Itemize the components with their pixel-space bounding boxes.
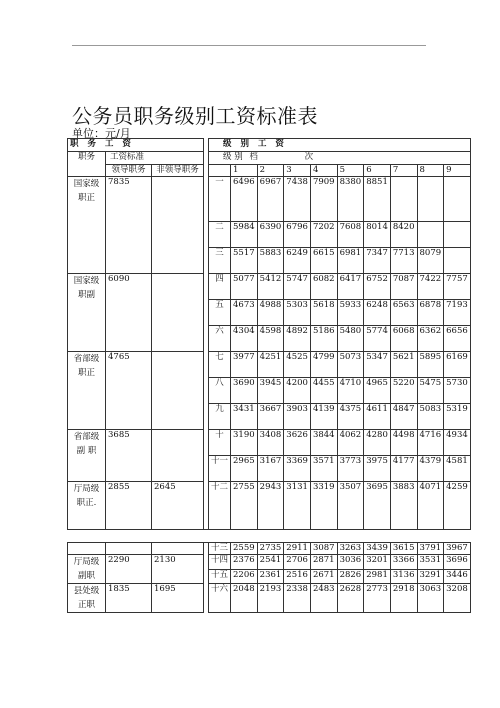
salary-value-cell: 3087 xyxy=(310,543,337,555)
salary-value-cell: 2193 xyxy=(257,584,284,613)
salary-value-cell: 5895 xyxy=(417,352,444,378)
salary-value-cell: 3844 xyxy=(310,430,337,456)
salary-value-cell: 3975 xyxy=(364,456,391,482)
salary-value-cell: 5883 xyxy=(257,248,284,274)
nonleader-salary-cell xyxy=(152,352,204,430)
header-step-4: 4 xyxy=(310,165,337,177)
salary-value-cell: 5319 xyxy=(444,404,471,430)
header-step: 档 xyxy=(249,152,258,162)
salary-value-cell: 4673 xyxy=(231,300,258,326)
salary-value-cell: 3167 xyxy=(257,456,284,482)
salary-value-cell: 7087 xyxy=(390,274,417,300)
salary-value-cell: 3690 xyxy=(231,378,258,404)
salary-value-cell: 4716 xyxy=(417,430,444,456)
grade-level-cell: 六 xyxy=(209,326,231,352)
salary-value-cell: 8380 xyxy=(337,177,364,222)
salary-value-cell: 3695 xyxy=(364,482,391,530)
leader-salary-cell: 4765 xyxy=(106,352,152,430)
salary-value-cell: 6981 xyxy=(337,248,364,274)
salary-value-cell: 7202 xyxy=(310,222,337,248)
nonleader-salary-cell xyxy=(152,543,204,555)
header-duty: 职务 xyxy=(68,152,106,177)
salary-value-cell: 4455 xyxy=(310,378,337,404)
grade-level-cell: 十五 xyxy=(209,569,231,584)
salary-value-cell: 3136 xyxy=(390,569,417,584)
salary-value-cell: 2206 xyxy=(231,569,258,584)
salary-value-cell: 6390 xyxy=(257,222,284,248)
salary-value-cell xyxy=(417,177,444,222)
salary-value-cell: 4259 xyxy=(444,482,471,530)
salary-value-cell: 4251 xyxy=(257,352,284,378)
salary-value-cell: 5730 xyxy=(444,378,471,404)
salary-value-cell: 3369 xyxy=(284,456,311,482)
header-step-2: 2 xyxy=(257,165,284,177)
salary-value-cell xyxy=(444,248,471,274)
salary-value-cell: 2483 xyxy=(310,584,337,613)
salary-value-cell: 3131 xyxy=(284,482,311,530)
nonleader-salary-cell: 2130 xyxy=(152,555,204,584)
grade-level-cell: 三 xyxy=(209,248,231,274)
salary-value-cell: 3791 xyxy=(417,543,444,555)
leader-salary-cell: 6090 xyxy=(106,274,152,352)
salary-value-cell: 7347 xyxy=(364,248,391,274)
grade-level-cell: 二 xyxy=(209,222,231,248)
leader-salary-cell: 2290 xyxy=(106,555,152,584)
salary-value-cell: 6752 xyxy=(364,274,391,300)
leader-salary-cell: 3685 xyxy=(106,430,152,482)
position-cell: 厅局级职正. xyxy=(68,482,106,530)
salary-value-cell: 4177 xyxy=(390,456,417,482)
leader-salary-cell: 1835 xyxy=(106,584,152,613)
salary-value-cell: 3208 xyxy=(444,584,471,613)
salary-value-cell: 4710 xyxy=(337,378,364,404)
salary-value-cell: 3036 xyxy=(337,555,364,570)
salary-value-cell: 7193 xyxy=(444,300,471,326)
salary-value-cell: 2773 xyxy=(364,584,391,613)
top-rule xyxy=(72,45,426,46)
salary-value-cell: 4280 xyxy=(364,430,391,456)
grade-level-cell: 十三 xyxy=(209,543,231,555)
header-duty-salary: 职 务 工 资 xyxy=(68,139,204,152)
salary-value-cell: 5621 xyxy=(390,352,417,378)
nonleader-salary-cell: 2645 xyxy=(152,482,204,530)
salary-value-cell: 2361 xyxy=(257,569,284,584)
salary-value-cell: 4892 xyxy=(284,326,311,352)
position-cell xyxy=(68,543,106,555)
salary-value-cell xyxy=(417,222,444,248)
salary-value-cell: 6878 xyxy=(417,300,444,326)
salary-value-cell: 7438 xyxy=(284,177,311,222)
salary-value-cell: 6082 xyxy=(310,274,337,300)
salary-value-cell: 4581 xyxy=(444,456,471,482)
salary-value-cell: 6169 xyxy=(444,352,471,378)
salary-value-cell: 3507 xyxy=(337,482,364,530)
salary-value-cell: 3291 xyxy=(417,569,444,584)
salary-value-cell: 5933 xyxy=(337,300,364,326)
grade-level-cell: 十 xyxy=(209,430,231,456)
salary-value-cell: 2671 xyxy=(310,569,337,584)
salary-value-cell: 3571 xyxy=(310,456,337,482)
table-row xyxy=(68,543,471,555)
position-cell: 国家级职副 xyxy=(68,274,106,352)
salary-value-cell: 2628 xyxy=(337,584,364,613)
salary-value-cell: 3615 xyxy=(390,543,417,555)
grade-level-cell: 五 xyxy=(209,300,231,326)
table-row xyxy=(68,274,471,300)
salary-value-cell: 5774 xyxy=(364,326,391,352)
salary-value-cell: 5412 xyxy=(257,274,284,300)
salary-value-cell: 4611 xyxy=(364,404,391,430)
position-cell: 省部级副 职 xyxy=(68,430,106,482)
salary-value-cell: 6417 xyxy=(337,274,364,300)
salary-value-cell: 2943 xyxy=(257,482,284,530)
position-cell: 县处级正职 xyxy=(68,584,106,613)
nonleader-salary-cell xyxy=(152,177,204,274)
salary-value-cell: 5077 xyxy=(231,274,258,300)
leader-salary-cell: 7835 xyxy=(106,177,152,274)
table-row xyxy=(68,352,471,378)
grade-level-cell: 十六 xyxy=(209,584,231,613)
header-grade: 级 别 xyxy=(223,152,243,162)
nonleader-salary-cell: 1695 xyxy=(152,584,204,613)
salary-value-cell: 6967 xyxy=(257,177,284,222)
salary-value-cell: 3431 xyxy=(231,404,258,430)
salary-value-cell: 3773 xyxy=(337,456,364,482)
salary-value-cell: 4847 xyxy=(390,404,417,430)
salary-value-cell: 6656 xyxy=(444,326,471,352)
salary-value-cell: 6796 xyxy=(284,222,311,248)
grade-level-cell: 十二 xyxy=(209,482,231,530)
grade-level-cell: 八 xyxy=(209,378,231,404)
grade-level-cell: 十四 xyxy=(209,555,231,570)
salary-value-cell: 3903 xyxy=(284,404,311,430)
salary-value-cell: 4139 xyxy=(310,404,337,430)
salary-value-cell: 2376 xyxy=(231,555,258,570)
salary-value-cell: 3201 xyxy=(364,555,391,570)
header-leader: 领导职务 xyxy=(106,165,152,177)
salary-value-cell: 8851 xyxy=(364,177,391,222)
salary-value-cell: 5984 xyxy=(231,222,258,248)
salary-value-cell: 5517 xyxy=(231,248,258,274)
salary-value-cell: 5083 xyxy=(417,404,444,430)
salary-value-cell: 7757 xyxy=(444,274,471,300)
salary-value-cell: 3319 xyxy=(310,482,337,530)
grade-level-cell: 十一 xyxy=(209,456,231,482)
salary-value-cell: 5186 xyxy=(310,326,337,352)
leader-salary-cell: 2855 xyxy=(106,482,152,530)
header-step-1: 1 xyxy=(231,165,258,177)
salary-value-cell: 4799 xyxy=(310,352,337,378)
salary-value-cell: 6068 xyxy=(390,326,417,352)
salary-value-cell: 2981 xyxy=(364,569,391,584)
salary-value-cell: 5618 xyxy=(310,300,337,326)
grade-level-cell: 四 xyxy=(209,274,231,300)
salary-value-cell: 3263 xyxy=(337,543,364,555)
salary-value-cell: 4988 xyxy=(257,300,284,326)
salary-value-cell: 4304 xyxy=(231,326,258,352)
salary-value-cell: 6362 xyxy=(417,326,444,352)
salary-value-cell: 2706 xyxy=(284,555,311,570)
salary-value-cell: 5073 xyxy=(337,352,364,378)
salary-value-cell: 7608 xyxy=(337,222,364,248)
header-grade-salary: 级 别 工 资 xyxy=(209,139,471,152)
salary-value-cell: 5747 xyxy=(284,274,311,300)
salary-value-cell: 3667 xyxy=(257,404,284,430)
salary-value-cell: 2911 xyxy=(284,543,311,555)
salary-value-cell: 3531 xyxy=(417,555,444,570)
salary-value-cell: 3063 xyxy=(417,584,444,613)
salary-value-cell: 5347 xyxy=(364,352,391,378)
salary-value-cell: 3190 xyxy=(231,430,258,456)
salary-value-cell: 6496 xyxy=(231,177,258,222)
salary-value-cell: 6563 xyxy=(390,300,417,326)
salary-value-cell: 7909 xyxy=(310,177,337,222)
salary-value-cell: 3626 xyxy=(284,430,311,456)
salary-value-cell: 3977 xyxy=(231,352,258,378)
salary-value-cell: 3408 xyxy=(257,430,284,456)
salary-value-cell: 2735 xyxy=(257,543,284,555)
salary-table xyxy=(67,138,471,613)
header-step-suffix: 次 xyxy=(304,152,314,162)
header-step-6: 6 xyxy=(364,165,391,177)
table-row xyxy=(68,430,471,456)
header-step-5: 5 xyxy=(337,165,364,177)
salary-value-cell: 3446 xyxy=(444,569,471,584)
header-step-7: 7 xyxy=(390,165,417,177)
salary-value-cell: 5303 xyxy=(284,300,311,326)
header-step-8: 8 xyxy=(417,165,444,177)
salary-value-cell: 2755 xyxy=(231,482,258,530)
table-row xyxy=(68,482,471,530)
salary-value-cell: 6615 xyxy=(310,248,337,274)
salary-value-cell: 8014 xyxy=(364,222,391,248)
grade-level-cell: 一 xyxy=(209,177,231,222)
salary-value-cell xyxy=(444,177,471,222)
salary-value-cell: 2918 xyxy=(390,584,417,613)
table-row xyxy=(68,584,471,613)
salary-value-cell: 2048 xyxy=(231,584,258,613)
nonleader-salary-cell xyxy=(152,274,204,352)
salary-value-cell: 4965 xyxy=(364,378,391,404)
salary-value-cell: 2516 xyxy=(284,569,311,584)
salary-value-cell: 8420 xyxy=(390,222,417,248)
salary-value-cell: 3366 xyxy=(390,555,417,570)
salary-value-cell: 4525 xyxy=(284,352,311,378)
table-row xyxy=(68,555,471,570)
page-break-row xyxy=(68,530,471,543)
salary-value-cell xyxy=(444,222,471,248)
salary-value-cell: 2541 xyxy=(257,555,284,570)
salary-value-cell: 3696 xyxy=(444,555,471,570)
leader-salary-cell xyxy=(106,543,152,555)
header-step-9: 9 xyxy=(444,165,471,177)
salary-value-cell: 4375 xyxy=(337,404,364,430)
position-cell: 厅局级副职 xyxy=(68,555,106,584)
salary-value-cell: 2559 xyxy=(231,543,258,555)
nonleader-salary-cell xyxy=(152,430,204,482)
grade-level-cell: 七 xyxy=(209,352,231,378)
salary-value-cell: 3945 xyxy=(257,378,284,404)
header-salary-standard: 工资标准 xyxy=(106,152,204,165)
salary-value-cell: 4379 xyxy=(417,456,444,482)
salary-value-cell: 4934 xyxy=(444,430,471,456)
page-title: 公务员职务级别工资标准表 xyxy=(72,104,318,128)
salary-value-cell: 2871 xyxy=(310,555,337,570)
salary-value-cell: 5480 xyxy=(337,326,364,352)
salary-value-cell: 3439 xyxy=(364,543,391,555)
salary-value-cell: 6248 xyxy=(364,300,391,326)
salary-value-cell: 2826 xyxy=(337,569,364,584)
table-row xyxy=(68,177,471,222)
salary-table-body xyxy=(68,139,471,613)
salary-value-cell: 4071 xyxy=(417,482,444,530)
salary-value-cell xyxy=(390,177,417,222)
unit-label: 单位：元/月 xyxy=(72,127,131,140)
salary-value-cell: 2338 xyxy=(284,584,311,613)
salary-value-cell: 4498 xyxy=(390,430,417,456)
position-cell: 省部级职正 xyxy=(68,352,106,430)
salary-value-cell: 4062 xyxy=(337,430,364,456)
header-step-3: 3 xyxy=(284,165,311,177)
salary-value-cell: 4598 xyxy=(257,326,284,352)
salary-value-cell: 8079 xyxy=(417,248,444,274)
salary-value-cell: 7713 xyxy=(390,248,417,274)
salary-value-cell: 3967 xyxy=(444,543,471,555)
salary-value-cell: 4200 xyxy=(284,378,311,404)
salary-value-cell: 2965 xyxy=(231,456,258,482)
salary-value-cell: 6249 xyxy=(284,248,311,274)
grade-level-cell: 九 xyxy=(209,404,231,430)
salary-value-cell: 5220 xyxy=(390,378,417,404)
header-nonleader: 非领导职务 xyxy=(152,165,204,177)
position-cell: 国家级职正 xyxy=(68,177,106,274)
salary-value-cell: 5475 xyxy=(417,378,444,404)
salary-value-cell: 7422 xyxy=(417,274,444,300)
salary-value-cell: 3883 xyxy=(390,482,417,530)
